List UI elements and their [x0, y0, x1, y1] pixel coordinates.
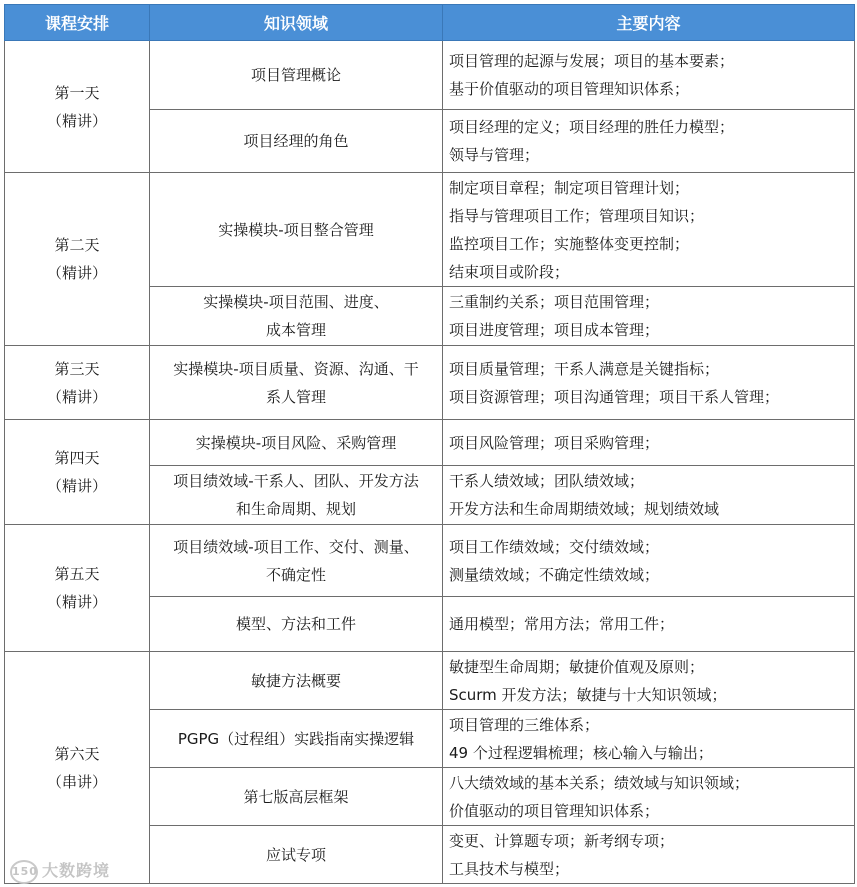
knowledge-area-cell — [150, 420, 443, 466]
day-label: 第三天 — [54, 359, 100, 378]
knowledge-area-text: 项目绩效域-项目工作、交付、测量、 — [173, 537, 419, 556]
main-content-cell — [443, 652, 855, 710]
table-row — [5, 525, 855, 597]
day-label: （精讲） — [46, 593, 107, 611]
day-label: 第二天 — [54, 236, 100, 254]
day-cell — [5, 173, 150, 346]
main-content-text: 项目质量管理；干系人满意是关键指标； — [449, 359, 720, 378]
day-label: （精讲） — [46, 264, 107, 282]
day-label: （串讲） — [46, 772, 107, 791]
knowledge-area-text: 第七版高层框架 — [243, 787, 349, 806]
knowledge-area-cell — [150, 466, 443, 525]
main-content-cell — [443, 525, 855, 597]
knowledge-area-text: 项目经理的角色 — [243, 132, 349, 150]
header-row — [5, 5, 855, 41]
day-label: （精讲） — [46, 387, 107, 406]
main-content-cell — [443, 597, 855, 652]
main-content-cell — [443, 826, 855, 884]
main-content-text: Scurm 开发方法；敏捷与十大知识领域； — [449, 685, 727, 704]
table-row — [5, 652, 855, 710]
main-content-text: 测量绩效域；不确定性绩效域； — [449, 565, 660, 584]
day-label: 第五天 — [54, 565, 100, 583]
main-content-text: 项目进度管理；项目成本管理； — [449, 321, 660, 339]
knowledge-area-cell — [150, 346, 443, 420]
main-content-text: 项目管理的三维体系； — [449, 715, 600, 734]
main-content-text: 通用模型；常用方法；常用工件； — [449, 615, 675, 633]
day-label: 第一天 — [54, 83, 100, 102]
main-content-cell — [443, 710, 855, 768]
knowledge-area-text: 实操模块-项目范围、进度、 — [203, 293, 389, 311]
knowledge-area-text: 项目绩效域-干系人、团队、开发方法 — [173, 472, 419, 490]
watermark-text: 大数跨境 — [42, 861, 111, 880]
day-label: （精讲） — [46, 477, 107, 495]
main-content-cell — [443, 41, 855, 110]
main-content-cell — [443, 466, 855, 525]
main-content-text: 开发方法和生命周期绩效域；规划绩效域 — [449, 500, 720, 518]
knowledge-area-cell — [150, 173, 443, 287]
knowledge-area-cell — [150, 287, 443, 346]
main-content-text: 三重制约关系；项目范围管理； — [449, 293, 660, 311]
knowledge-area-cell — [150, 710, 443, 768]
main-content-text: 干系人绩效域；团队绩效域； — [449, 472, 645, 490]
table-row — [5, 41, 855, 110]
knowledge-area-text: 系人管理 — [265, 387, 326, 406]
knowledge-area-text: 实操模块-项目整合管理 — [218, 220, 374, 239]
main-content-cell — [443, 420, 855, 466]
header-course-schedule: 课程安排 — [5, 5, 150, 41]
knowledge-area-text: 敏捷方法概要 — [250, 671, 341, 690]
day-cell — [5, 652, 150, 884]
table-row — [5, 173, 855, 287]
day-cell — [5, 420, 150, 525]
main-content-text: 项目资源管理；项目沟通管理；项目干系人管理； — [449, 387, 780, 406]
main-content-text: 制定项目章程；制定项目管理计划； — [449, 178, 690, 197]
knowledge-area-cell — [150, 110, 443, 173]
knowledge-area-cell — [150, 41, 443, 110]
knowledge-area-cell — [150, 597, 443, 652]
main-content-text: 49 个过程逻辑梳理；核心输入与输出； — [449, 743, 713, 762]
knowledge-area-text: 和生命周期、规划 — [235, 500, 356, 518]
knowledge-area-cell — [150, 525, 443, 597]
main-content-text: 项目风险管理；项目采购管理； — [449, 433, 660, 452]
main-content-text: 敏捷型生命周期；敏捷价值观及原则； — [449, 657, 705, 676]
table-row — [5, 420, 855, 466]
main-content-text: 八大绩效域的基本关系；绩效域与知识领域； — [449, 773, 750, 792]
header-knowledge-area: 知识领域 — [150, 5, 443, 41]
knowledge-area-text: 应试专项 — [265, 845, 326, 864]
main-content-text: 项目经理的定义；项目经理的胜任力模型； — [449, 118, 735, 136]
header-main-content: 主要内容 — [443, 5, 855, 41]
knowledge-area-text: 项目管理概论 — [250, 66, 341, 84]
main-content-text: 结束项目或阶段； — [449, 262, 570, 281]
table-body — [5, 41, 855, 884]
knowledge-area-text: PGPG（过程组）实践指南实操逻辑 — [177, 729, 415, 748]
main-content-text: 项目管理的起源与发展；项目的基本要素； — [449, 52, 735, 70]
knowledge-area-cell — [150, 768, 443, 826]
knowledge-area-text: 实操模块-项目风险、采购管理 — [195, 433, 397, 452]
main-content-text: 变更、计算题专项；新考纲专项； — [449, 831, 675, 850]
watermark — [10, 858, 110, 884]
main-content-cell — [443, 173, 855, 287]
course-schedule-table — [4, 4, 855, 884]
day-label: 第四天 — [54, 449, 100, 467]
main-content-text: 监控项目工作；实施整体变更控制； — [449, 234, 690, 253]
day-cell — [5, 41, 150, 173]
day-label: （精讲） — [46, 111, 107, 130]
day-cell — [5, 346, 150, 420]
main-content-cell — [443, 110, 855, 173]
knowledge-area-text: 不确定性 — [265, 565, 326, 584]
main-content-text: 工具技术与模型； — [449, 859, 570, 878]
knowledge-area-cell — [150, 652, 443, 710]
main-content-cell — [443, 287, 855, 346]
day-label: 第六天 — [54, 744, 100, 763]
knowledge-area-cell — [150, 826, 443, 884]
watermark-logo-icon: 150 — [10, 860, 38, 884]
main-content-text: 价值驱动的项目管理知识体系； — [449, 801, 660, 820]
knowledge-area-text: 模型、方法和工件 — [235, 615, 356, 633]
knowledge-area-text: 实操模块-项目质量、资源、沟通、干 — [173, 359, 419, 378]
table-row — [5, 346, 855, 420]
main-content-cell — [443, 768, 855, 826]
main-content-text: 项目工作绩效域；交付绩效域； — [449, 537, 660, 556]
main-content-text: 基于价值驱动的项目管理知识体系； — [449, 80, 690, 98]
main-content-text: 领导与管理； — [449, 146, 540, 164]
knowledge-area-text: 成本管理 — [265, 321, 326, 339]
main-content-cell — [443, 346, 855, 420]
day-cell — [5, 525, 150, 652]
main-content-text: 指导与管理项目工作；管理项目知识； — [449, 206, 705, 225]
